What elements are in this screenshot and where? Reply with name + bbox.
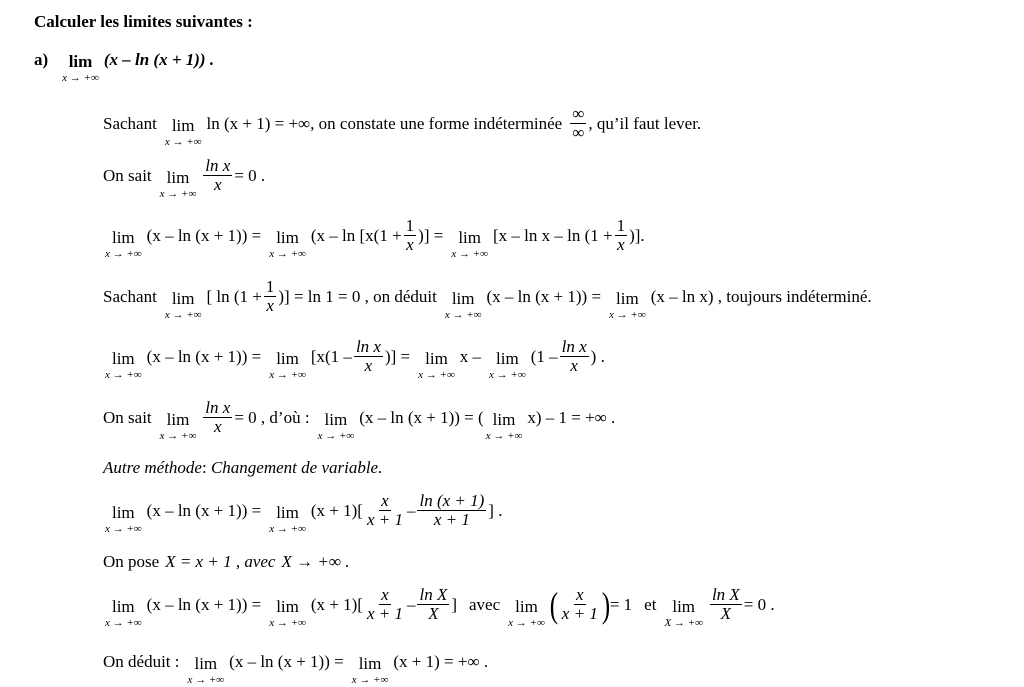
fraction: $\frac{x}{x + 1}$ bbox=[561, 585, 598, 623]
limit-operator: lim x → +∞ bbox=[105, 597, 142, 629]
limit-operator: lim x → +∞ bbox=[269, 503, 306, 535]
text-fragment: (x – ln x) , toujours indéterminé. bbox=[650, 286, 872, 306]
text-fragment: ] bbox=[451, 594, 457, 614]
text-fragment: – bbox=[406, 594, 416, 614]
left-paren: ( bbox=[549, 584, 558, 625]
limit-operator: lim x → +∞ bbox=[609, 289, 646, 321]
fraction: $\frac{\ln (x + 1)}{x + 1}$ bbox=[419, 491, 485, 529]
limit-operator: lim x → +∞ bbox=[269, 228, 306, 260]
limit-operator: lim x → +∞ bbox=[164, 289, 202, 321]
fraction: $\frac{x}{x + 1}$ bbox=[366, 491, 403, 529]
exercise-a-expression: (x – ln (x + 1)) . bbox=[103, 49, 215, 69]
limit-operator: lim x → +∞ bbox=[164, 116, 202, 148]
fraction: $\frac{\text{ln X}}{X}$ bbox=[711, 585, 740, 623]
text-fragment: ] . bbox=[488, 500, 503, 520]
text-fragment: : bbox=[201, 458, 211, 477]
text-fragment: x – bbox=[459, 346, 482, 366]
limit-operator: lim x → +∞ bbox=[444, 289, 482, 321]
limit-operator: lim X → +∞ bbox=[664, 597, 703, 629]
text-fragment: avec bbox=[469, 594, 501, 614]
text-fragment: Autre méthode bbox=[103, 458, 202, 477]
text-fragment: = 1 bbox=[609, 594, 633, 614]
limit-operator: lim x → +∞ bbox=[489, 349, 526, 381]
text-fragment: ) . bbox=[590, 346, 605, 366]
math-line-3 bbox=[103, 216, 645, 260]
limit-operator: lim x → +∞ bbox=[159, 410, 197, 442]
fraction: $\frac{1}{x}$ bbox=[405, 216, 415, 254]
text-fragment: (x – ln (x + 1)) = bbox=[229, 651, 344, 671]
math-line-2 bbox=[103, 156, 266, 200]
limit-operator: lim x → +∞ bbox=[105, 349, 142, 381]
text-fragment: x) – 1 = +∞ . bbox=[527, 407, 616, 427]
math-line-8 bbox=[103, 491, 503, 535]
text-fragment: )] = ln 1 = 0 , on déduit bbox=[278, 286, 437, 306]
text-fragment: X → +∞ . bbox=[281, 552, 350, 571]
text-fragment: On pose bbox=[103, 552, 160, 571]
text-fragment: (x – ln (x + 1)) = bbox=[146, 346, 262, 366]
text-fragment: (x – ln (x + 1)) = bbox=[146, 500, 262, 520]
text-fragment: (x – ln (x + 1)) = bbox=[486, 286, 602, 306]
text-fragment: (x – ln (x + 1)) = bbox=[146, 594, 262, 614]
limit-operator: lim x → +∞ bbox=[269, 597, 306, 629]
text-fragment: [x(1 – bbox=[310, 346, 352, 366]
math-line-7 bbox=[103, 458, 382, 478]
exercise-a bbox=[34, 44, 215, 84]
limit-operator: lim x → +∞ bbox=[485, 410, 523, 442]
text-fragment: (1 – bbox=[530, 346, 558, 366]
limit-operator: lim x → +∞ bbox=[159, 168, 197, 200]
text-fragment: Sachant bbox=[103, 113, 157, 133]
exercise-a-label: a) bbox=[34, 49, 49, 69]
fraction: $\frac{\text{ln X}}{X}$ bbox=[419, 585, 448, 623]
fraction: $\frac{1}{x}$ bbox=[616, 216, 626, 254]
fraction: $\frac{x}{x + 1}$ bbox=[366, 585, 403, 623]
fraction: $\frac{\text{ln x}}{x}$ bbox=[205, 156, 231, 194]
text-fragment: )] = bbox=[384, 346, 411, 366]
math-line-5 bbox=[103, 337, 605, 381]
math-line-1 bbox=[103, 104, 702, 148]
limit-operator: lim x → +∞ bbox=[269, 349, 306, 381]
limit-operator: lim x → +∞ bbox=[187, 654, 225, 686]
math-line-6 bbox=[103, 398, 616, 442]
text-fragment: On sait bbox=[103, 407, 152, 427]
math-line-10 bbox=[103, 584, 775, 629]
text-fragment: Sachant bbox=[103, 286, 157, 306]
fraction: $\frac{1}{x}$ bbox=[265, 277, 275, 315]
math-line-9 bbox=[103, 552, 349, 572]
limit-operator: lim x → +∞ bbox=[317, 410, 355, 442]
text-fragment: (x + 1)[ bbox=[310, 500, 363, 520]
text-fragment: Changement de variable. bbox=[210, 458, 383, 477]
math-line-4 bbox=[103, 277, 872, 321]
page-title bbox=[34, 12, 253, 32]
limit-operator: lim x → +∞ bbox=[451, 228, 488, 260]
text-fragment: )]. bbox=[629, 225, 645, 245]
text-fragment: = 0 , d’où : bbox=[234, 407, 310, 427]
limit-operator: lim x → +∞ bbox=[351, 654, 389, 686]
text-fragment: On sait bbox=[103, 165, 152, 185]
text-fragment: , qu’il faut lever. bbox=[588, 113, 702, 133]
fraction: $\frac{\infty}{\infty}$ bbox=[572, 104, 585, 142]
text-fragment: [x – ln x – ln (1 + bbox=[492, 225, 613, 245]
fraction: $\frac{\text{ln x}}{x}$ bbox=[205, 398, 231, 436]
text-fragment: [ ln (1 + bbox=[206, 286, 262, 306]
math-line-11 bbox=[103, 646, 489, 686]
limit-operator: lim x → +∞ bbox=[105, 503, 142, 535]
limit-operator: lim x → +∞ bbox=[62, 52, 99, 84]
fraction: $\frac{\text{ln x}}{x}$ bbox=[355, 337, 381, 375]
text-fragment: (x + 1) = +∞ . bbox=[393, 651, 489, 671]
text-fragment: On déduit : bbox=[103, 651, 180, 671]
right-paren: ) bbox=[601, 584, 611, 625]
text-fragment: )] = bbox=[418, 225, 444, 245]
text-fragment: (x – ln [x(1 + bbox=[310, 225, 402, 245]
fraction: $\frac{\text{ln x}}{x}$ bbox=[561, 337, 587, 375]
title-text: Calculer les limites suivantes : bbox=[34, 12, 253, 31]
text-fragment: – bbox=[406, 500, 416, 520]
text-fragment: (x – ln (x + 1)) = bbox=[146, 225, 262, 245]
text-fragment: = 0 . bbox=[234, 165, 266, 185]
text-fragment: = 0 . bbox=[743, 594, 775, 614]
limit-operator: lim x → +∞ bbox=[508, 597, 545, 629]
text-fragment: (x – ln (x + 1)) = ( bbox=[359, 407, 484, 427]
limit-operator: lim x → +∞ bbox=[418, 349, 455, 381]
text-fragment: (x + 1)[ bbox=[310, 594, 363, 614]
text-fragment: et bbox=[644, 594, 657, 614]
limit-operator: lim x → +∞ bbox=[105, 228, 142, 260]
text-fragment: X = x + 1 , avec bbox=[165, 552, 276, 571]
text-fragment: ln (x + 1) = +∞, on constate une forme indéterminée bbox=[206, 113, 563, 133]
